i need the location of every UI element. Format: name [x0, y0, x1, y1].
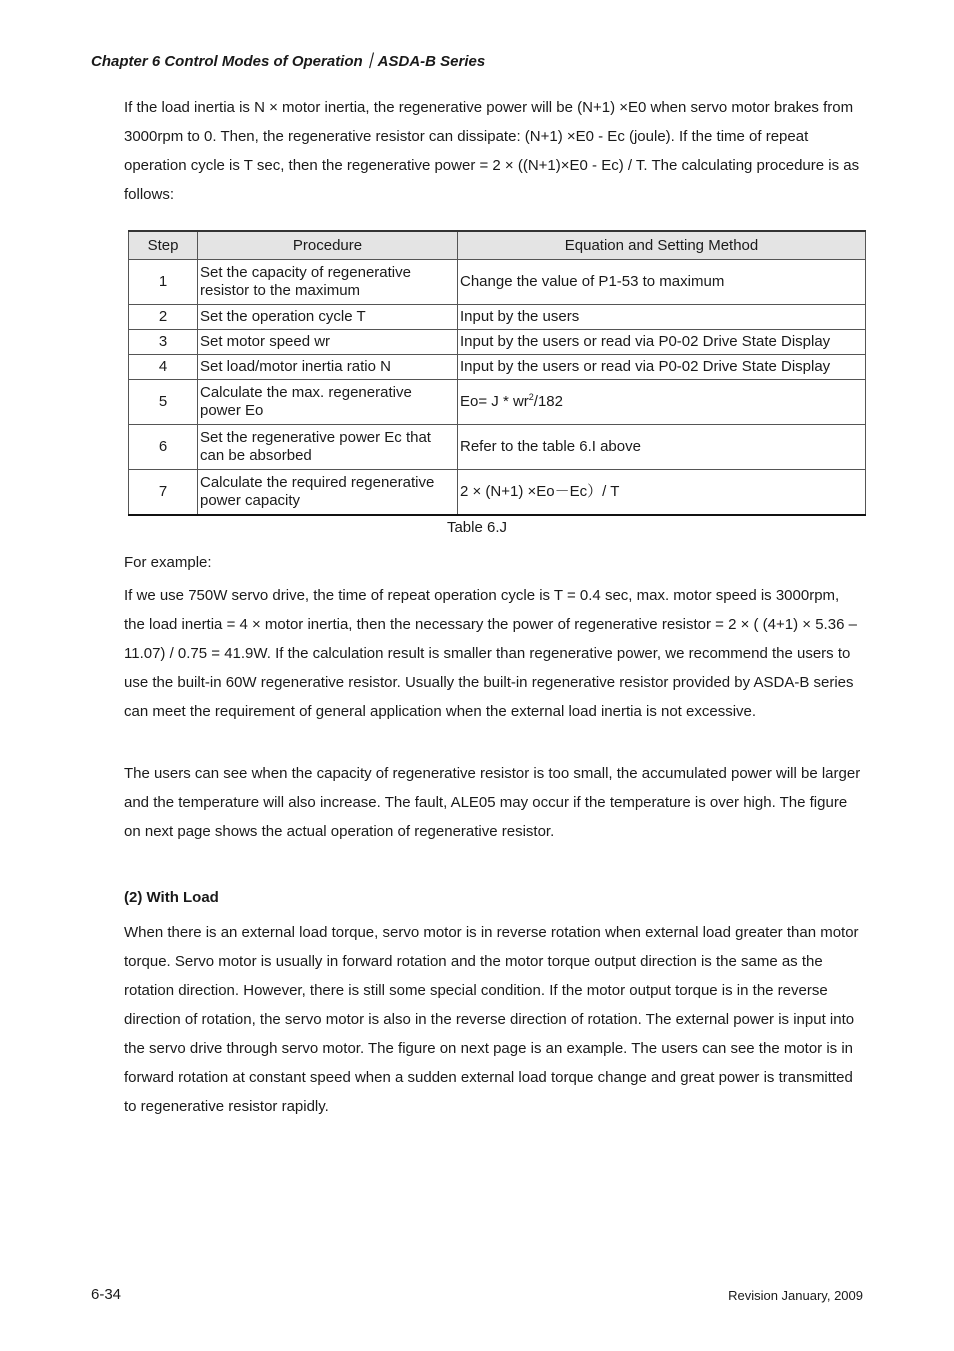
example-label: For example:	[124, 554, 212, 571]
example-paragraph: If we use 750W servo drive, the time of repeat operation cycle is T = 0.4 sec, max. motor speed is 3000rpm, the load inertia = 4 × motor inertia, then the necessary the power of regenerative resistor = 2 × ( (4+1) × 5.36 – 11.07) / 0.75 = 41.9W. If the calculation result is smaller than regenerative power, we recommend the users to use the built-in 60W regenerative resistor. Usually the built-in regenerative resistor provided by ASDA-B series can meet the requirement of general application when the external load inertia is not excessive.	[124, 587, 857, 720]
procedure-cell: Set the capacity of regenerative resistor to the maximum	[198, 260, 458, 305]
procedure-table	[128, 230, 866, 516]
capacity-paragraph: The users can see when the capacity of regenerative resistor is too small, the accumulated power will be larger and the temperature will also increase. The fault, ALE05 may occur if the temperature is over high. The figure on next page shows the actual operation of regenerative resistor.	[124, 765, 861, 840]
table-row	[129, 260, 866, 305]
procedure-cell: Set the operation cycle T	[198, 305, 458, 330]
table-row	[129, 305, 866, 330]
procedure-cell: Set the regenerative power Ec that can be absorbed	[198, 425, 458, 470]
procedure-cell: Calculate the required regenerative power capacity	[198, 470, 458, 516]
equation-cell: Input by the users or read via P0-02 Drive State Display	[458, 330, 866, 355]
step-cell: 7	[129, 470, 198, 516]
step-cell: 5	[129, 380, 198, 425]
header-step: Step	[129, 231, 198, 260]
equation-cell	[458, 380, 866, 425]
table-row	[129, 380, 866, 425]
table-caption: Table 6.J	[446, 519, 508, 536]
equation-cell: Refer to the table 6.I above	[458, 425, 866, 470]
load-paragraph: When there is an external load torque, servo motor is in reverse rotation when external load greater than motor torque. Servo motor is usually in forward rotation and the motor torque output direction is the same as the rotation direction. However, there is still some special condition. If the motor output torque is in the reverse direction of rotation, the servo motor is also in the reverse direction of rotation. The external power is input into the servo drive through servo motor. The figure on next page is an example. The users can see the motor is in forward rotation at constant speed when a sudden external load torque change and great power is transmitted to regenerative resistor rapidly.	[124, 924, 859, 1115]
header-equation: Equation and Setting Method	[458, 231, 866, 260]
page-number: 6-34	[91, 1286, 122, 1303]
table-row	[129, 470, 866, 516]
equation-cell: 2 × (N+1) ×Eo－Ec）/ T	[458, 470, 866, 516]
equation-cell: Change the value of P1-53 to maximum	[458, 260, 866, 305]
header-procedure: Procedure	[198, 231, 458, 260]
chapter-header: Chapter 6 Control Modes of Operation｜ASDA-B Series	[91, 53, 486, 70]
procedure-cell: Set load/motor inertia ratio N	[198, 355, 458, 380]
step-cell: 3	[129, 330, 198, 355]
procedure-cell: Calculate the max. regenerative power Eo	[198, 380, 458, 425]
table-row	[129, 425, 866, 470]
step-cell: 1	[129, 260, 198, 305]
table-header-row	[129, 231, 866, 260]
table-row	[129, 355, 866, 380]
revision-date: Revision January, 2009	[728, 1288, 863, 1303]
section-title: (2) With Load	[124, 889, 219, 906]
intro-paragraph: If the load inertia is N × motor inertia, the regenerative power will be (N+1) ×E0 when servo motor brakes from 3000rpm to 0. Then, the regenerative resistor can dissipate: (N+1) ×E0 - Ec (joule). If the time of repeat operation cycle is T sec, then the regenerative power = 2 × ((N+1)×E0 - Ec) / T. The calculating procedure is as follows:	[124, 99, 860, 203]
step-cell: 2	[129, 305, 198, 330]
step-cell: 6	[129, 425, 198, 470]
table-row	[129, 330, 866, 355]
exponent: 2	[528, 392, 534, 402]
equation-text: Eo= J * wr	[460, 393, 529, 410]
step-cell: 4	[129, 355, 198, 380]
equation-text: /182	[533, 393, 563, 410]
equation-cell: Input by the users	[458, 305, 866, 330]
procedure-cell: Set motor speed wr	[198, 330, 458, 355]
equation-cell: Input by the users or read via P0-02 Drive State Display	[458, 355, 866, 380]
